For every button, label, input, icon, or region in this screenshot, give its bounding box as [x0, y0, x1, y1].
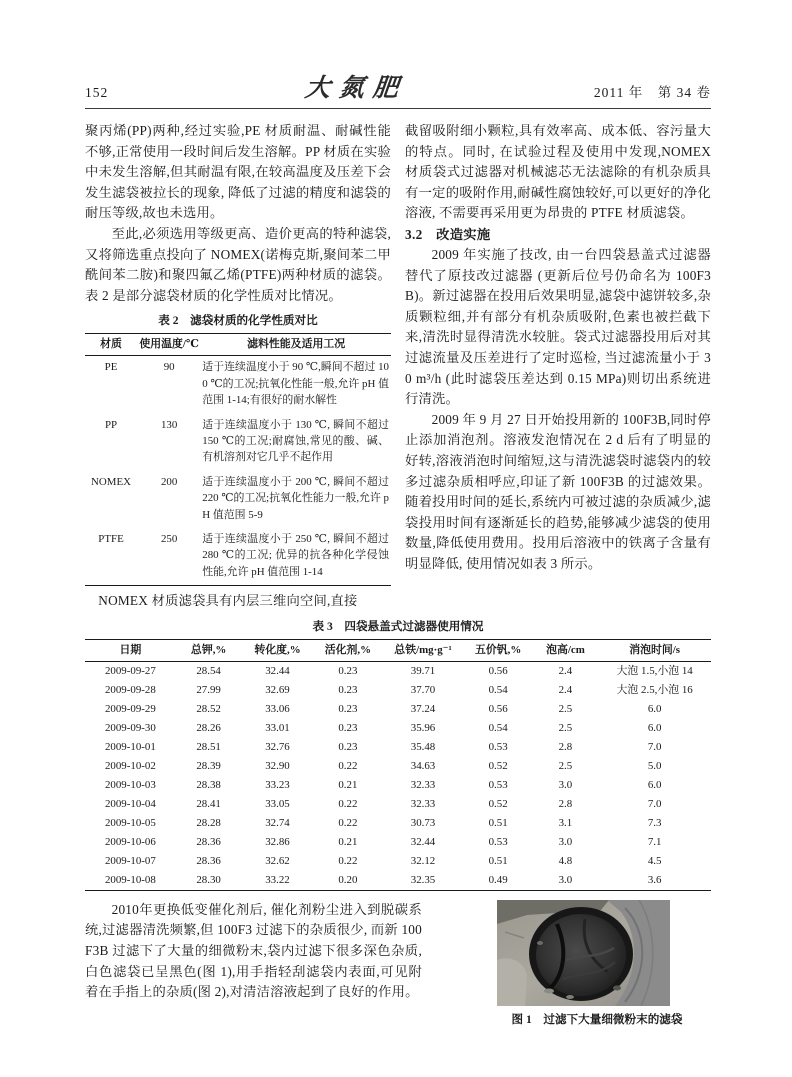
- table-cell: 32.62: [265, 855, 290, 868]
- table-cell: 28.39: [196, 760, 221, 773]
- figure1-block: [483, 900, 711, 1027]
- page-content: [85, 76, 711, 1027]
- table-cell: 7.0: [647, 798, 662, 811]
- right-column: [405, 121, 711, 612]
- table-row: [85, 814, 711, 833]
- table-cell: 250: [160, 533, 178, 545]
- column-header: 五价钒,%: [474, 643, 522, 656]
- paragraph: 截留吸附细小颗粒,具有效率高、成本低、容污量大的特点。同时, 在试验过程及使用中发现,NOMEX 材质袋式过滤器对机械滤芯无法滤除的有机杂质具有一定的吸附作用,耐碱性腐蚀较好,可以更好的净化溶液, 不需要再采用更为昂贵的 PTFE 材质滤袋。: [405, 123, 711, 221]
- table-cell: PE: [104, 361, 118, 374]
- table-cell: 130: [160, 418, 178, 431]
- table-cell: 0.23: [338, 684, 358, 697]
- table-row: [85, 681, 711, 700]
- table-cell: 35.96: [410, 722, 436, 735]
- table-cell: 32.69: [265, 684, 290, 697]
- table-row: [85, 719, 711, 738]
- table2-block: [85, 313, 391, 586]
- table-cell: 2009-09-27: [104, 665, 156, 678]
- table-cell: 7.1: [647, 836, 662, 849]
- table-cell: 3.6: [647, 874, 662, 887]
- table-cell: 32.90: [265, 760, 290, 773]
- table-cell: 3.0: [558, 779, 573, 792]
- table-row: [85, 833, 711, 852]
- table-cell: 2.8: [558, 741, 573, 754]
- table-cell: 2009-10-07: [104, 855, 156, 868]
- table-cell: 32.44: [265, 665, 290, 678]
- table-cell: 28.36: [196, 855, 221, 868]
- table-cell: 0.22: [338, 798, 358, 811]
- table-cell: 32.74: [265, 817, 290, 830]
- table-cell: 0.56: [488, 703, 508, 716]
- table-row: [85, 414, 391, 471]
- table-cell: 0.23: [338, 703, 358, 716]
- table-row: [85, 471, 391, 528]
- table-cell: 5.0: [647, 760, 662, 773]
- table-cell: 32.76: [265, 741, 290, 754]
- table-cell: 200: [160, 475, 178, 488]
- table-cell: 33.23: [265, 779, 290, 792]
- table-cell: 2.4: [558, 665, 573, 678]
- table-cell: PP: [104, 418, 118, 431]
- table3-header: [85, 639, 711, 661]
- table-cell: 4.8: [558, 855, 573, 868]
- table-row: [85, 757, 711, 776]
- table-cell: 适于连续温度小于 130 ℃, 瞬间不超过 150 ℃的工况;耐腐蚀,常见的酸、碱、有机溶剂对它几乎不起作用: [202, 418, 389, 464]
- table-cell: 28.51: [196, 741, 221, 754]
- table-cell: 32.33: [410, 779, 436, 792]
- page-header: [85, 76, 711, 109]
- table-cell: 0.56: [488, 665, 508, 678]
- column-header: 总铁/mg·g⁻¹: [394, 643, 452, 656]
- column-header: 消泡时间/s: [629, 643, 681, 656]
- table-cell: 适于连续温度小于 250 ℃, 瞬间不超过 280 ℃的工况; 优异的抗各种化学侵蚀性能,允许 pH 值范围 1-14: [202, 533, 389, 578]
- table-cell: 3.1: [558, 817, 573, 830]
- table-cell: 0.52: [488, 798, 508, 811]
- table-cell: 6.0: [647, 722, 662, 735]
- table-cell: 28.54: [196, 665, 221, 678]
- table-cell: 0.21: [338, 836, 358, 849]
- table-cell: 28.26: [196, 722, 221, 735]
- table2-body: [85, 356, 391, 586]
- table-cell: 30.73: [410, 817, 436, 830]
- table-cell: 2009-09-30: [104, 722, 156, 735]
- table-cell: 90: [163, 361, 175, 374]
- table-row: [85, 871, 711, 891]
- table-cell: 32.12: [410, 855, 436, 868]
- table-cell: 28.36: [196, 836, 221, 849]
- table-cell: 0.23: [338, 722, 358, 735]
- table-cell: 0.23: [338, 665, 358, 678]
- table-cell: 2009-10-06: [104, 836, 156, 849]
- table-row: [85, 852, 711, 871]
- table-cell: 28.30: [196, 874, 221, 887]
- table-row: [85, 661, 711, 681]
- table-cell: 32.86: [265, 836, 290, 849]
- table-cell: 3.0: [558, 836, 573, 849]
- table-cell: 37.70: [410, 684, 436, 697]
- table-cell: 32.33: [410, 798, 436, 811]
- column-header: 总钾,%: [190, 643, 227, 656]
- column-header: 日期: [119, 643, 142, 656]
- table-cell: 7.0: [647, 741, 662, 754]
- table-cell: 33.06: [265, 703, 290, 716]
- table-cell: 37.24: [410, 703, 436, 716]
- table-filter-material-properties: [85, 333, 391, 586]
- table-cell: 2009-10-02: [104, 760, 156, 773]
- table-cell: 0.22: [338, 760, 358, 773]
- table-cell: 6.0: [647, 779, 662, 792]
- page-number: 152: [85, 85, 109, 100]
- table-header-row: [85, 639, 711, 661]
- table-cell: 4.5: [647, 855, 662, 868]
- table-cell: 39.71: [410, 665, 436, 678]
- table-header-row: [85, 334, 391, 356]
- table-cell: 35.48: [410, 741, 436, 754]
- table-row: [85, 700, 711, 719]
- table-cell: 大泡 2.5,小泡 16: [616, 684, 693, 697]
- table-cell: 0.22: [338, 817, 358, 830]
- table-cell: 6.0: [647, 703, 662, 716]
- table-cell: 0.23: [338, 741, 358, 754]
- table-row: [85, 776, 711, 795]
- table3-body: [85, 661, 711, 890]
- table-cell: 2009-10-08: [104, 874, 156, 887]
- table-cell: 0.51: [488, 855, 508, 868]
- table-row: [85, 528, 391, 586]
- table-row: [85, 738, 711, 757]
- column-header: 滤料性能及适用工况: [247, 338, 346, 351]
- table-cell: 0.52: [488, 760, 508, 773]
- table-cell: 2.4: [558, 684, 573, 697]
- table-cell: 0.53: [488, 741, 508, 754]
- table-cell: 33.22: [265, 874, 290, 887]
- table2-header: [85, 334, 391, 356]
- paragraph: 至此,必须选用等级更高、造价更高的特种滤袋,又将筛选重点投向了 NOMEX(诺梅克斯,聚间苯二甲酰间苯二胺)和聚四氟乙烯(PTFE)两种材质的滤袋。表 2 是部分滤袋材质的化学性质对比情况。: [85, 225, 391, 303]
- table-cell: 2009-10-03: [104, 779, 156, 792]
- paragraph: 聚丙烯(PP)两种,经过实验,PE 材质耐温、耐碱性能不够,正常使用一段时间后发生溶解。PP 材质在实验中未发生溶解,但其耐温有限,在较高温度及压差下会发生滤袋被拉长的现象, 降低了过滤的精度和滤袋的耐压等级,故也未选用。: [85, 123, 391, 221]
- table-cell: 适于连续温度小于 90 ℃,瞬间不超过 100 ℃的工况;抗氧化性能一般,允许 pH 值范围 1-14;有很好的耐水解性: [202, 361, 389, 407]
- filter-bag-photo: [497, 900, 670, 1006]
- table-cell: 2009-10-05: [104, 817, 156, 830]
- table-cell: 2.5: [558, 703, 573, 716]
- two-column-body: [85, 121, 711, 612]
- table-cell: 33.01: [265, 722, 290, 735]
- table-cell: 28.52: [196, 703, 221, 716]
- table2-title: 表 2 滤袋材质的化学性质对比: [158, 314, 318, 328]
- table-cell: 0.49: [488, 874, 508, 887]
- table-cell: 32.44: [410, 836, 436, 849]
- table-cell: 0.54: [488, 684, 508, 697]
- section-heading-3-2: 3.2 改造实施: [405, 226, 491, 242]
- figure1-caption: 图 1 过滤下大量细微粉末的滤袋: [511, 1012, 683, 1026]
- paragraph: NOMEX 材质滤袋具有内层三维向空间,直接: [98, 593, 358, 609]
- paragraph: 2010年更换低变催化剂后, 催化剂粉尘进入到脱碳系统,过滤器清洗频繁,但 100F3 过滤下的杂质很少, 而新 100F3B 过滤下了大量的细微粉末,袋内过滤下很多深色杂质,白色滤袋已呈黑色(图 1),用手指轻刮滤袋内表面,可见附着在手指上的杂质(图 2),对清洁溶液起到了良好的作用。: [85, 901, 422, 1000]
- table-cell: 7.3: [647, 817, 662, 830]
- table-cell: 0.51: [488, 817, 508, 830]
- table-cell: 2.5: [558, 760, 573, 773]
- table3-title: 表 3 四袋悬盖式过滤器使用情况: [312, 619, 484, 633]
- table-cell: NOMEX: [91, 475, 131, 488]
- column-header: 活化剂,%: [324, 643, 372, 656]
- left-column: [85, 121, 391, 612]
- table-cell: 27.99: [196, 684, 221, 697]
- table-cell: 28.41: [196, 798, 221, 811]
- column-header: 转化度,%: [254, 643, 301, 656]
- column-header: 泡高/cm: [546, 643, 585, 656]
- table-cell: 2009-10-04: [104, 798, 156, 811]
- issue-info: 2011 年 第 34 卷: [593, 85, 711, 100]
- table-cell: 2.5: [558, 722, 573, 735]
- table-cell: 2.8: [558, 798, 573, 811]
- table-cell: 大泡 1.5,小泡 14: [616, 665, 693, 678]
- table-cell: 28.38: [196, 779, 221, 792]
- table-row: [85, 795, 711, 814]
- bottom-section: [85, 900, 711, 1027]
- table-cell: 32.35: [410, 874, 436, 887]
- table-cell: 33.05: [265, 798, 290, 811]
- table-cell: 适于连续温度小于 200 ℃, 瞬间不超过 220 ℃的工况;抗氧化性能力一般,允许 pH 值范围 5-9: [202, 475, 390, 521]
- table-cell: 0.22: [338, 855, 358, 868]
- table-cell: 0.20: [338, 874, 358, 887]
- table-cell: 0.21: [338, 779, 358, 792]
- journal-logo: 大氮肥: [303, 75, 409, 102]
- table-cell: 28.28: [196, 817, 221, 830]
- table-cell: 2009-09-29: [104, 703, 156, 716]
- paragraph: 2009 年实施了技改, 由一台四袋悬盖式过滤器替代了原技改过滤器 (更新后位号仍命名为 100F3B)。新过滤器在投用后效果明显,滤袋中滤饼较多,杂质颗粒细,并有部分有机杂质吸附,色素也被拦截下来,清洗时显得清洗水较脏。袋式过滤器投用后对其过滤流量及压差进行了定时巡检, 当过滤流量小于 30 m³/h (此时滤袋压差达到 0.15 MPa)则切出系统进行清洗。: [405, 246, 711, 407]
- table-cell: 0.53: [488, 779, 508, 792]
- column-header: 材质: [100, 338, 122, 351]
- table-cell: 2009-10-01: [104, 741, 156, 754]
- table-cell: 0.53: [488, 836, 508, 849]
- table-cell: 34.63: [410, 760, 436, 773]
- table-cell: PTFE: [98, 533, 124, 545]
- table-filter-usage: [85, 639, 711, 891]
- paragraph: 2009 年 9 月 27 日开始投用新的 100F3B,同时停止添加消泡剂。溶液发泡情况在 2 d 后有了明显的好转,溶液消泡时间缩短,这与清洗滤袋时滤袋内的较多过滤杂质相呼应,印证了新 100F3B 的过滤效果。随着投用时间的延长,系统内可被过滤的杂质减少,滤袋投用时间有逐渐延长的趋势,能够减少滤袋的使用数量,降低使用费用。投用后溶液中的铁离子含量有明显降低, 使用情况如表 3 所示。: [405, 411, 711, 571]
- column-header: 使用温度/℃: [139, 338, 199, 351]
- table-cell: 3.0: [558, 874, 573, 887]
- table3-block: [85, 619, 711, 891]
- table-cell: 0.54: [488, 722, 508, 735]
- table-cell: 2009-09-28: [104, 684, 156, 697]
- table-row: [85, 356, 391, 414]
